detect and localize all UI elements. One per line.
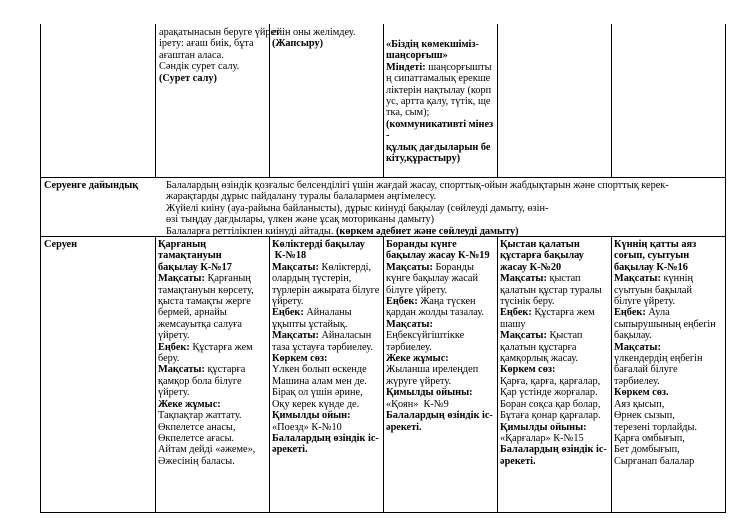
walk-text-line: Қарға омбығып, — [614, 432, 685, 444]
text-line: (коммуникативті мінез — [386, 118, 494, 130]
walk-text-line: Күннің қатты аяз — [614, 239, 697, 250]
walk-text-line: Еңбек: Құстарға жем — [158, 341, 253, 353]
walk-text-line: Мақсаты: — [614, 341, 661, 353]
walk-text-line: Үлкен болып өскенде — [272, 364, 367, 376]
walk-text-line: таза ұстауға тәрбиелеу. — [272, 341, 373, 353]
walk-text-line: Еңбек: Жаңа түскен — [386, 296, 476, 308]
walk-text-line: Мақсаты: құстарға — [158, 364, 246, 376]
walk-text-line: Аяз қысып, — [614, 398, 665, 410]
walk-col-5 — [614, 239, 716, 467]
text-line: кіту,құрастыру) — [386, 153, 461, 165]
walk-text-line: Балалардың өзіндік іс- — [386, 410, 493, 422]
text-line: (Жапсыру) — [272, 38, 324, 50]
walk-text-line: Сырғанап балалар — [614, 455, 695, 467]
walk-text-line: Боран соқса қар болар, — [500, 398, 601, 410]
walk-text-line: Машина алам мен де. — [272, 375, 367, 387]
walk-text-line: Мақсаты: — [386, 318, 433, 330]
column-divider-3 — [383, 24, 384, 177]
walk-text-line: «Қарғалар» К-№15 — [500, 432, 584, 444]
walk-text-line: түрлерін ажырата білуге — [272, 284, 380, 296]
walk-text-line: Қарғаның — [158, 239, 207, 250]
walk-text-line: үлкендердің еңбегін — [614, 353, 703, 365]
table-border-bottom — [40, 512, 726, 513]
walk-text-line: беру. — [158, 353, 180, 365]
walk-text-line: суытуын бақылай — [614, 284, 692, 296]
walk-text-line: Өкпелетсе анасы, — [158, 421, 236, 433]
text-line: өзі тыңдау дағдылары, үлкен және ұсақ моториканы дамыту) — [166, 214, 435, 226]
text-line: ус, артта қалу, түтік, ще — [386, 96, 491, 108]
walk-text-line: Тақпақтар жаттату. — [158, 410, 242, 422]
walk-text-line: тамақтануын көрсету, — [158, 284, 254, 296]
top-cell-col4 — [386, 39, 493, 164]
text-line: (Сурет салу) — [159, 72, 217, 84]
walk-text-line: тәрбиелеу. — [386, 341, 432, 353]
text-line: арақатынасын беруге үйрет — [159, 27, 280, 38]
top-cell-col2 — [159, 27, 280, 84]
text-line: ліктерін нақтылау (корп — [386, 84, 492, 96]
walk-text-line: бақылау. — [614, 330, 652, 342]
walk-text-line: Қимылды ойыны: — [500, 421, 587, 433]
walk-text-line: Көркем сөз: — [500, 364, 556, 376]
walk-text-line: үйрету. — [158, 330, 190, 342]
walk-text-line: Еңбек: Аула — [614, 307, 670, 319]
walk-text-line: Қимылды ойыны: — [386, 387, 473, 399]
walk-text-line: үйрету. — [272, 296, 304, 308]
text-line: - — [386, 130, 390, 142]
walk-text-line: Бірақ ол үшін әрине, — [272, 387, 363, 399]
walk-text-line: Балалардың өзіндік іс- — [500, 444, 607, 456]
walk-text-line: қамқор бола білуге — [158, 375, 242, 387]
walk-text-line: Балалардың өзіндік іс- — [272, 432, 379, 444]
walk-col-3 — [386, 239, 493, 433]
walk-text-line: ұқыпты ұстайық. — [272, 318, 348, 330]
table-border-left — [40, 24, 41, 513]
walk-text-line: білуге үйрету. — [614, 296, 676, 308]
walk-text-line: Әжесінің баласы. — [158, 455, 235, 467]
column-divider-4b — [497, 236, 498, 513]
text-line: Балалардың өзіндік қозғалыс белсенділігі үшін жағдай жасау, спорттық-ойын жабдықтарын және спорттық керек- — [166, 180, 669, 191]
walk-text-line: Қарға, қарға, қарғалар, — [500, 375, 601, 387]
walk-text-line: Көліктерді бақылау — [272, 239, 365, 250]
walk-text-line: қардан жолды тазалау. — [386, 307, 485, 319]
text-line: шаңсорғыш» — [386, 50, 448, 62]
walk-text-line: «Поезд» К-№10 — [272, 421, 342, 433]
walk-text-line: Боранды күнге — [386, 239, 457, 250]
walk-text-line: Оқу керек күнде де. — [272, 398, 360, 410]
column-divider-4 — [497, 24, 498, 177]
walk-text-line: қамқорлық жасау. — [500, 353, 579, 365]
text-line: Міндеті: шаңсорғышты — [386, 61, 492, 73]
text-line: тка, сым); — [386, 107, 430, 119]
walk-text-line: тамақтануын — [158, 250, 222, 262]
walk-text-line: соғып, суытуын — [614, 250, 690, 262]
walk-text-line: сыпырушының еңбегін — [614, 318, 716, 330]
walk-col-1 — [158, 239, 255, 467]
text-line: жарақтарды дұрыс пайдалану туралы балалармен әңгімелесу. — [166, 191, 437, 203]
table-border-right — [725, 24, 726, 513]
walk-text-line: Өкпелетсе ағасы. — [158, 432, 235, 444]
text-line: Сәндік сурет салу. — [159, 61, 240, 73]
text-line: ағаштан аласа. — [159, 49, 224, 61]
walk-text-line: Көркем сөз: — [272, 353, 328, 365]
column-divider-3b — [383, 236, 384, 513]
walk-text-line: Мақсаты: Қыстап — [500, 330, 583, 342]
walk-text-line: Бұтаға қонар қарғалар. — [500, 410, 601, 422]
walk-text-line: түсінік беру. — [500, 296, 555, 308]
text-line: құлық дағдыларын бе — [386, 141, 491, 153]
column-divider-2b — [269, 236, 270, 513]
walk-text-line: Жеке жұмыс: — [386, 353, 449, 365]
walk-text-line: Айтам дейді «әжеме», — [158, 444, 256, 456]
walk-text-line: шашу — [500, 318, 526, 330]
text-line: ірету: ағаш биік, бұта — [159, 38, 254, 50]
walk-text-line: К-№18 — [272, 250, 307, 262]
walk-text-line: Жыланша ирелеңдеп — [386, 364, 479, 376]
walk-text-line: Бет домбығып, — [614, 444, 680, 456]
walk-text-line: білуге үйрету. — [386, 284, 448, 296]
walk-text-line: үйрету. — [158, 387, 190, 399]
walk-text-line: Қимылды ойын: — [272, 410, 351, 422]
walk-row-label: Серуен — [44, 239, 78, 250]
walk-text-line: олардың түстерін, — [272, 273, 352, 285]
walk-text-line: құстарға бақылау — [500, 250, 584, 262]
walk-text-line: әрекеті. — [500, 455, 536, 467]
column-divider-5b — [611, 236, 612, 513]
walk-text-line: Көркем сөз. — [614, 387, 669, 399]
walk-col-2 — [272, 239, 379, 456]
text-line: Балаларға реттілікпен киінуді айтады. (көркем әдебиет және сөйлеуді дамыту) — [166, 225, 519, 237]
walk-text-line: қалатын құстар туралы — [500, 284, 602, 296]
text-line: ң сипаттамалық ерекше — [386, 73, 491, 85]
text-line: ейін оны желімдеу. — [272, 27, 356, 38]
walk-text-line: қыста тамақты жерге — [158, 296, 251, 308]
prep-row-content — [166, 180, 669, 237]
walk-text-line: бақылау К-№16 — [614, 261, 688, 273]
walk-text-line: Мақсаты: Боранды — [386, 261, 474, 273]
walk-text-line: бағалай білуге — [614, 364, 678, 376]
walk-text-line: «Қоян» К-№9 — [386, 398, 449, 410]
column-divider-5 — [611, 24, 612, 177]
column-divider-1 — [155, 24, 156, 177]
walk-text-line: әрекеті. — [272, 444, 308, 456]
walk-text-line: Жеке жұмыс: — [158, 398, 221, 410]
walk-text-line: бақылау жасау К-№19 — [386, 250, 490, 262]
walk-text-line: Еңбексүйгіштікке — [386, 330, 465, 342]
walk-text-line: жемсауытқа салуға — [158, 318, 242, 330]
walk-text-line: Қар үстінде жорғалар. — [500, 387, 598, 399]
text-line: Жүйелі киіну (ауа-райына байланысты), дұрыс киінуді бақылау (сөйлеуді дамыту, өзін- — [166, 202, 549, 214]
walk-text-line: әрекеті. — [386, 421, 422, 433]
top-cell-col3 — [272, 27, 356, 50]
walk-text-line: Мақсаты: Көліктерді, — [272, 261, 372, 273]
text-line: «Біздің көмекшіміз- — [386, 39, 479, 50]
walk-text-line: Мақсаты: Айналасын — [272, 330, 372, 342]
walk-text-line: Қыстан қалатын — [500, 239, 580, 250]
walk-text-line: жасау К-№20 — [500, 261, 562, 273]
walk-text-line: жүруге үйрету. — [386, 375, 452, 387]
row-divider-prep-top — [40, 177, 726, 178]
walk-text-line: бермей, арнайы — [158, 307, 227, 319]
walk-text-line: Еңбек: Құстарға жем — [500, 307, 595, 319]
walk-text-line: күнге бақылау жасай — [386, 273, 478, 285]
walk-text-line: Мақсаты: Қарғаның — [158, 273, 251, 285]
prep-row-label: Серуенге дайындық — [44, 180, 139, 191]
walk-text-line: тәрбиелеу. — [614, 375, 660, 387]
walk-text-line: терезені торлайды. — [614, 421, 697, 433]
walk-text-line: Мақсаты: күннің — [614, 273, 694, 285]
column-divider-1b — [155, 236, 156, 513]
walk-text-line: Өрнек сызып, — [614, 410, 675, 422]
walk-text-line: Еңбек: Айналаны — [272, 307, 352, 319]
walk-text-line: бақылау К-№17 — [158, 261, 232, 273]
walk-col-4 — [500, 239, 607, 467]
walk-text-line: Мақсаты: қыстап — [500, 273, 581, 285]
walk-text-line: қалатын құстарға — [500, 341, 577, 353]
